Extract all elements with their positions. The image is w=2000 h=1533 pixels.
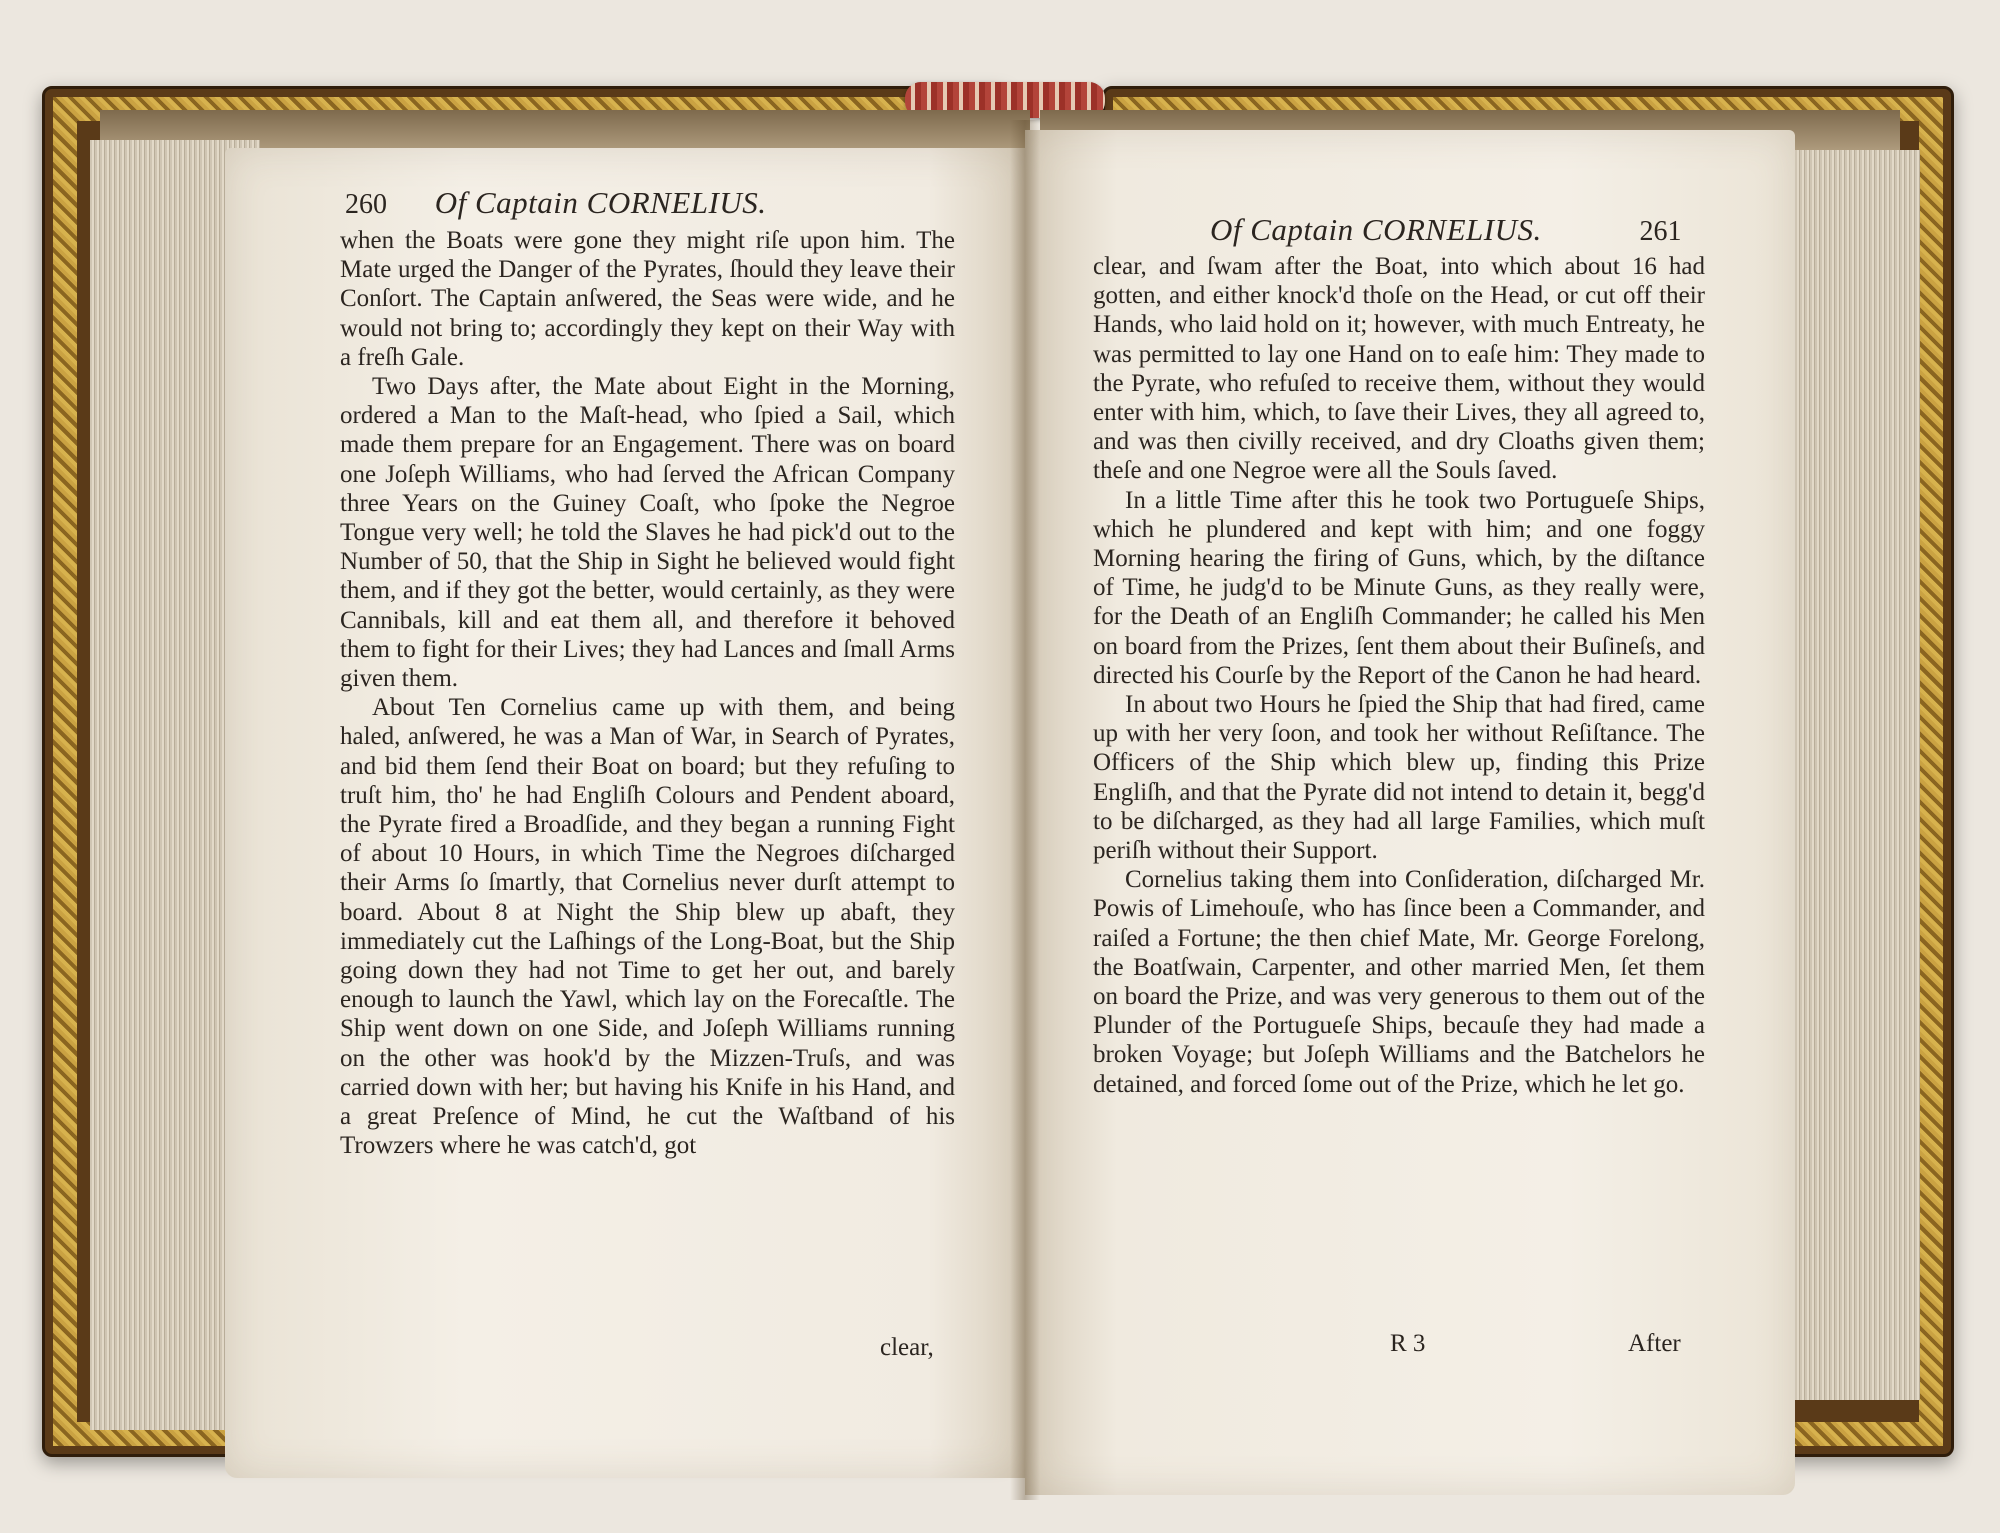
right-text-column [1093,252,1705,1099]
left-running-head-title: Of Captain CORNELIUS. [434,185,767,220]
left-paragraph-3: About Ten Cornelius came up with them, and being haled, anſwered, he was a Man of War, in Search of Pyrates, and bid them ſend their Boat on board; but they refuſing to truſt him, tho' he had Engliſh Colours and Pendent aboard, the Pyrate fired a Broadſide, and they began a running Fight of about 10 Hours, in which Time the Negroes diſcharged their Arms ſo ſmartly, that Cornelius never durſt attempt to board. About 8 at Night the Ship blew up abaft, they immediately cut the Laſhings of the Long-Boat, but the Ship going down they had not Time to get her out, and barely enough to launch the Yawl, which lay on the Forecaſtle. The Ship went down on one Side, and Joſeph Williams running on the other was hook'd by the Mizzen-Truſs, and was carried down with her; but having his Knife in his Hand, and a great Preſence of Mind, he cut the Waſtband of his Trowzers where he was catch'd, got [340,694,955,1160]
right-paragraph-1: clear, and ſwam after the Boat, into which about 16 had gotten, and either knock'd thoſe on the Head, or cut off their Hands, who laid hold on it; however, with much Entreaty, he was permitted to lay one Hand on to eaſe him: They made to the Pyrate, who refuſed to receive them, without they would enter with him, which, to ſave their Lives, they all agreed to, and was then civilly received, and dry Cloaths given them; theſe and one Negroe were all the Souls ſaved. [1093,253,1705,485]
left-catchword: clear, [880,1334,934,1361]
right-paragraph-2: In a little Time after this he took two Portugueſe Ships, which he plundered and kept with him; and one foggy Morning hearing the firing of Guns, which, by the diſtance of Time, he judg'd to be Minute Guns, as they really were, for the Death of an Engliſh Commander; he called his Men on board from the Prizes, ſent them about their Buſineſs, and directed his Courſe by the Report of the Canon he had heard. [1093,486,1705,689]
right-catchword: After [1628,1330,1681,1357]
right-paragraph-4: Cornelius taking them into Conſideration, diſcharged Mr. Powis of Limehouſe, who has ſince been a Commander, and raiſed a Fortune; the then chief Mate, Mr. George Forelong, the Boatſwain, Carpenter, and other married Men, ſet them on board the Prize, and was very generous to them out of the Plunder of the Portugueſe Ships, becauſe they had made a broken Voyage; but Joſeph Williams and the Batchelors he detained, and forced ſome out of the Prize, which he let go. [1093,866,1705,1098]
left-text-column [340,226,955,1161]
left-page-number: 260 [345,189,387,220]
left-running-head [345,185,766,221]
left-paragraph-1: when the Boats were gone they might riſe upon him. The Mate urged the Danger of the Pyrates, ſhould they leave their Conſort. The Captain anſwered, the Seas were wide, and he would not bring to; accordingly they kept on their Way with a freſh Gale. [340,227,955,371]
book-gutter [1010,120,1040,1500]
right-running-head-title: Of Captain CORNELIUS. [1210,212,1542,247]
right-running-head [1210,212,1681,248]
left-paragraph-2: Two Days after, the Mate about Eight in the Morning, ordered a Man to the Maſt-head, who ſpied a Sail, which made them prepare for an Engagement. There was on board one Joſeph Williams, who had ſerved the African Company three Years on the Guiney Coaſt, who ſpoke the Negroe Tongue very well; he told the Slaves he had pick'd out to the Number of 50, that the Ship in Sight he believed would fight them, and if they got the better, would certainly, as they were Cannibals, kill and eat them all, and therefore it behoved them to fight for their Lives; they had Lances and ſmall Arms given them. [340,373,955,693]
signature-mark: R 3 [1390,1330,1426,1357]
right-page-number: 261 [1639,216,1682,247]
right-paragraph-3: In about two Hours he ſpied the Ship that had fired, came up with her very ſoon, and took her without Reſiſtance. The Officers of the Ship which blew up, finding this Prize Engliſh, and that the Pyrate did not intend to detain it, begg'd to be diſcharged, as they had all large Families, which muſt periſh without their Support. [1093,691,1705,865]
